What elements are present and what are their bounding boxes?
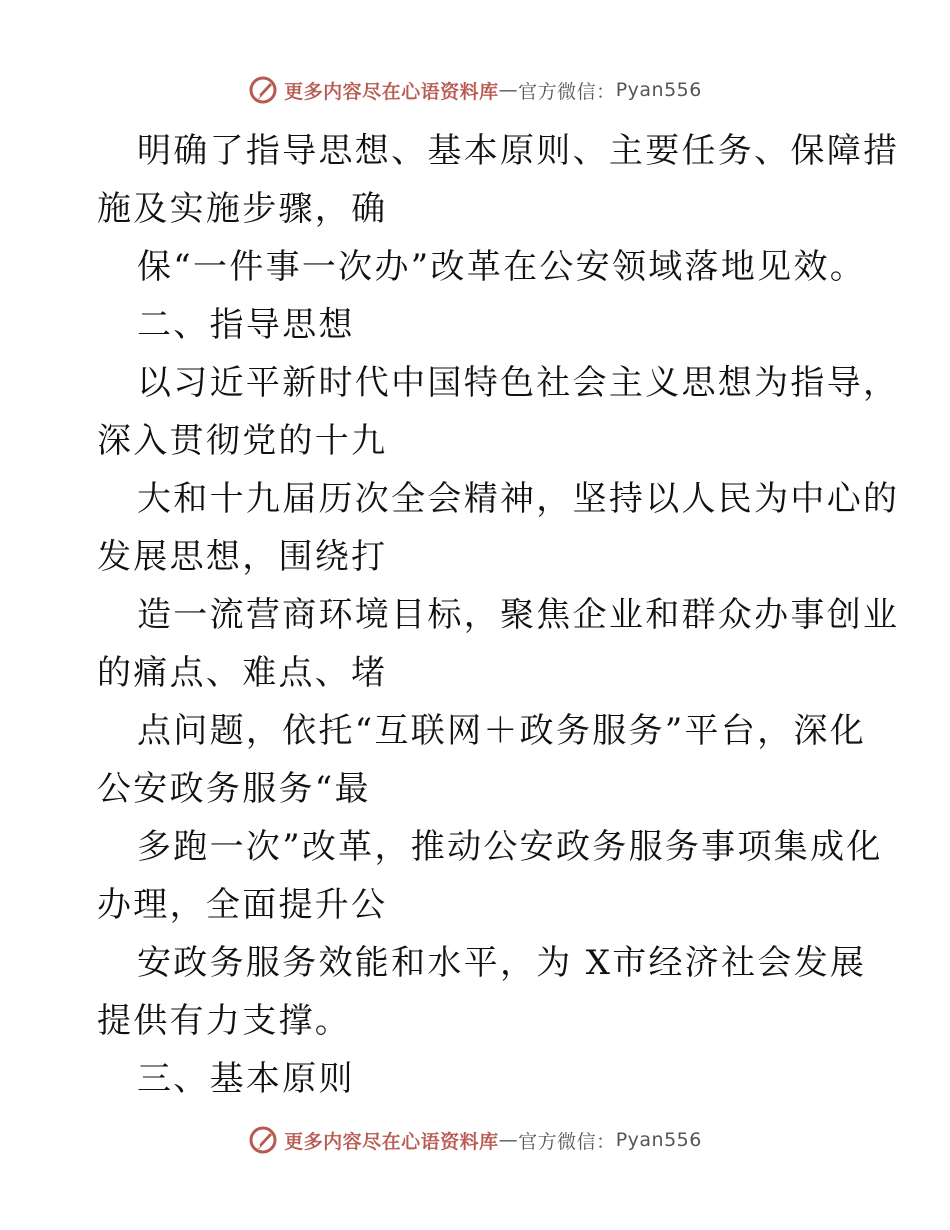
wechat-id: Pyan556 bbox=[615, 79, 702, 101]
wechat-label: 官方微信： bbox=[518, 1130, 616, 1153]
footer-watermark bbox=[0, 1120, 950, 1160]
text-line: 办理，全面提升公 bbox=[97, 885, 388, 925]
section-heading: 二、指导思想 bbox=[137, 305, 355, 345]
wechat-id: Pyan556 bbox=[615, 1129, 702, 1151]
text-line: 安政务服务效能和水平，为 X市经济社会发展 bbox=[137, 943, 867, 983]
text-line: 多跑一次”改革，推动公安政务服务事项集成化 bbox=[137, 827, 883, 867]
brand-text: 更多内容尽在心语资料库 bbox=[284, 80, 499, 103]
text-line: 保“一件事一次办”改革在公安领域落地见效。 bbox=[137, 247, 867, 287]
text-line: 公安政务服务“最 bbox=[97, 769, 371, 809]
text-line: 施及实施步骤，确 bbox=[97, 189, 388, 229]
document-body bbox=[97, 122, 900, 1108]
text-line: 的痛点、难点、堵 bbox=[97, 653, 388, 693]
header-watermark bbox=[0, 70, 950, 110]
section-heading: 三、基本原则 bbox=[137, 1059, 355, 1099]
banner-separator: — bbox=[498, 1129, 519, 1151]
brand-text: 更多内容尽在心语资料库 bbox=[284, 1130, 499, 1153]
banner-separator: — bbox=[498, 79, 519, 101]
text-line: 发展思想，围绕打 bbox=[97, 537, 388, 577]
text-line: 点问题，依托“互联网＋政务服务”平台，深化 bbox=[137, 711, 867, 751]
text-line: 明确了指导思想、基本原则、主要任务、保障措 bbox=[137, 131, 900, 171]
quill-logo-icon bbox=[248, 1125, 278, 1155]
text-line: 大和十九届历次全会精神，坚持以人民为中心的 bbox=[137, 479, 900, 519]
text-line: 造一流营商环境目标，聚焦企业和群众办事创业 bbox=[137, 595, 900, 635]
wechat-label: 官方微信： bbox=[518, 80, 616, 103]
text-line: 深入贯彻党的十九 bbox=[97, 421, 388, 461]
text-line: 提供有力支撑。 bbox=[97, 1001, 352, 1041]
text-line: 以习近平新时代中国特色社会主义思想为指导， bbox=[137, 363, 900, 403]
quill-logo-icon bbox=[248, 75, 278, 105]
